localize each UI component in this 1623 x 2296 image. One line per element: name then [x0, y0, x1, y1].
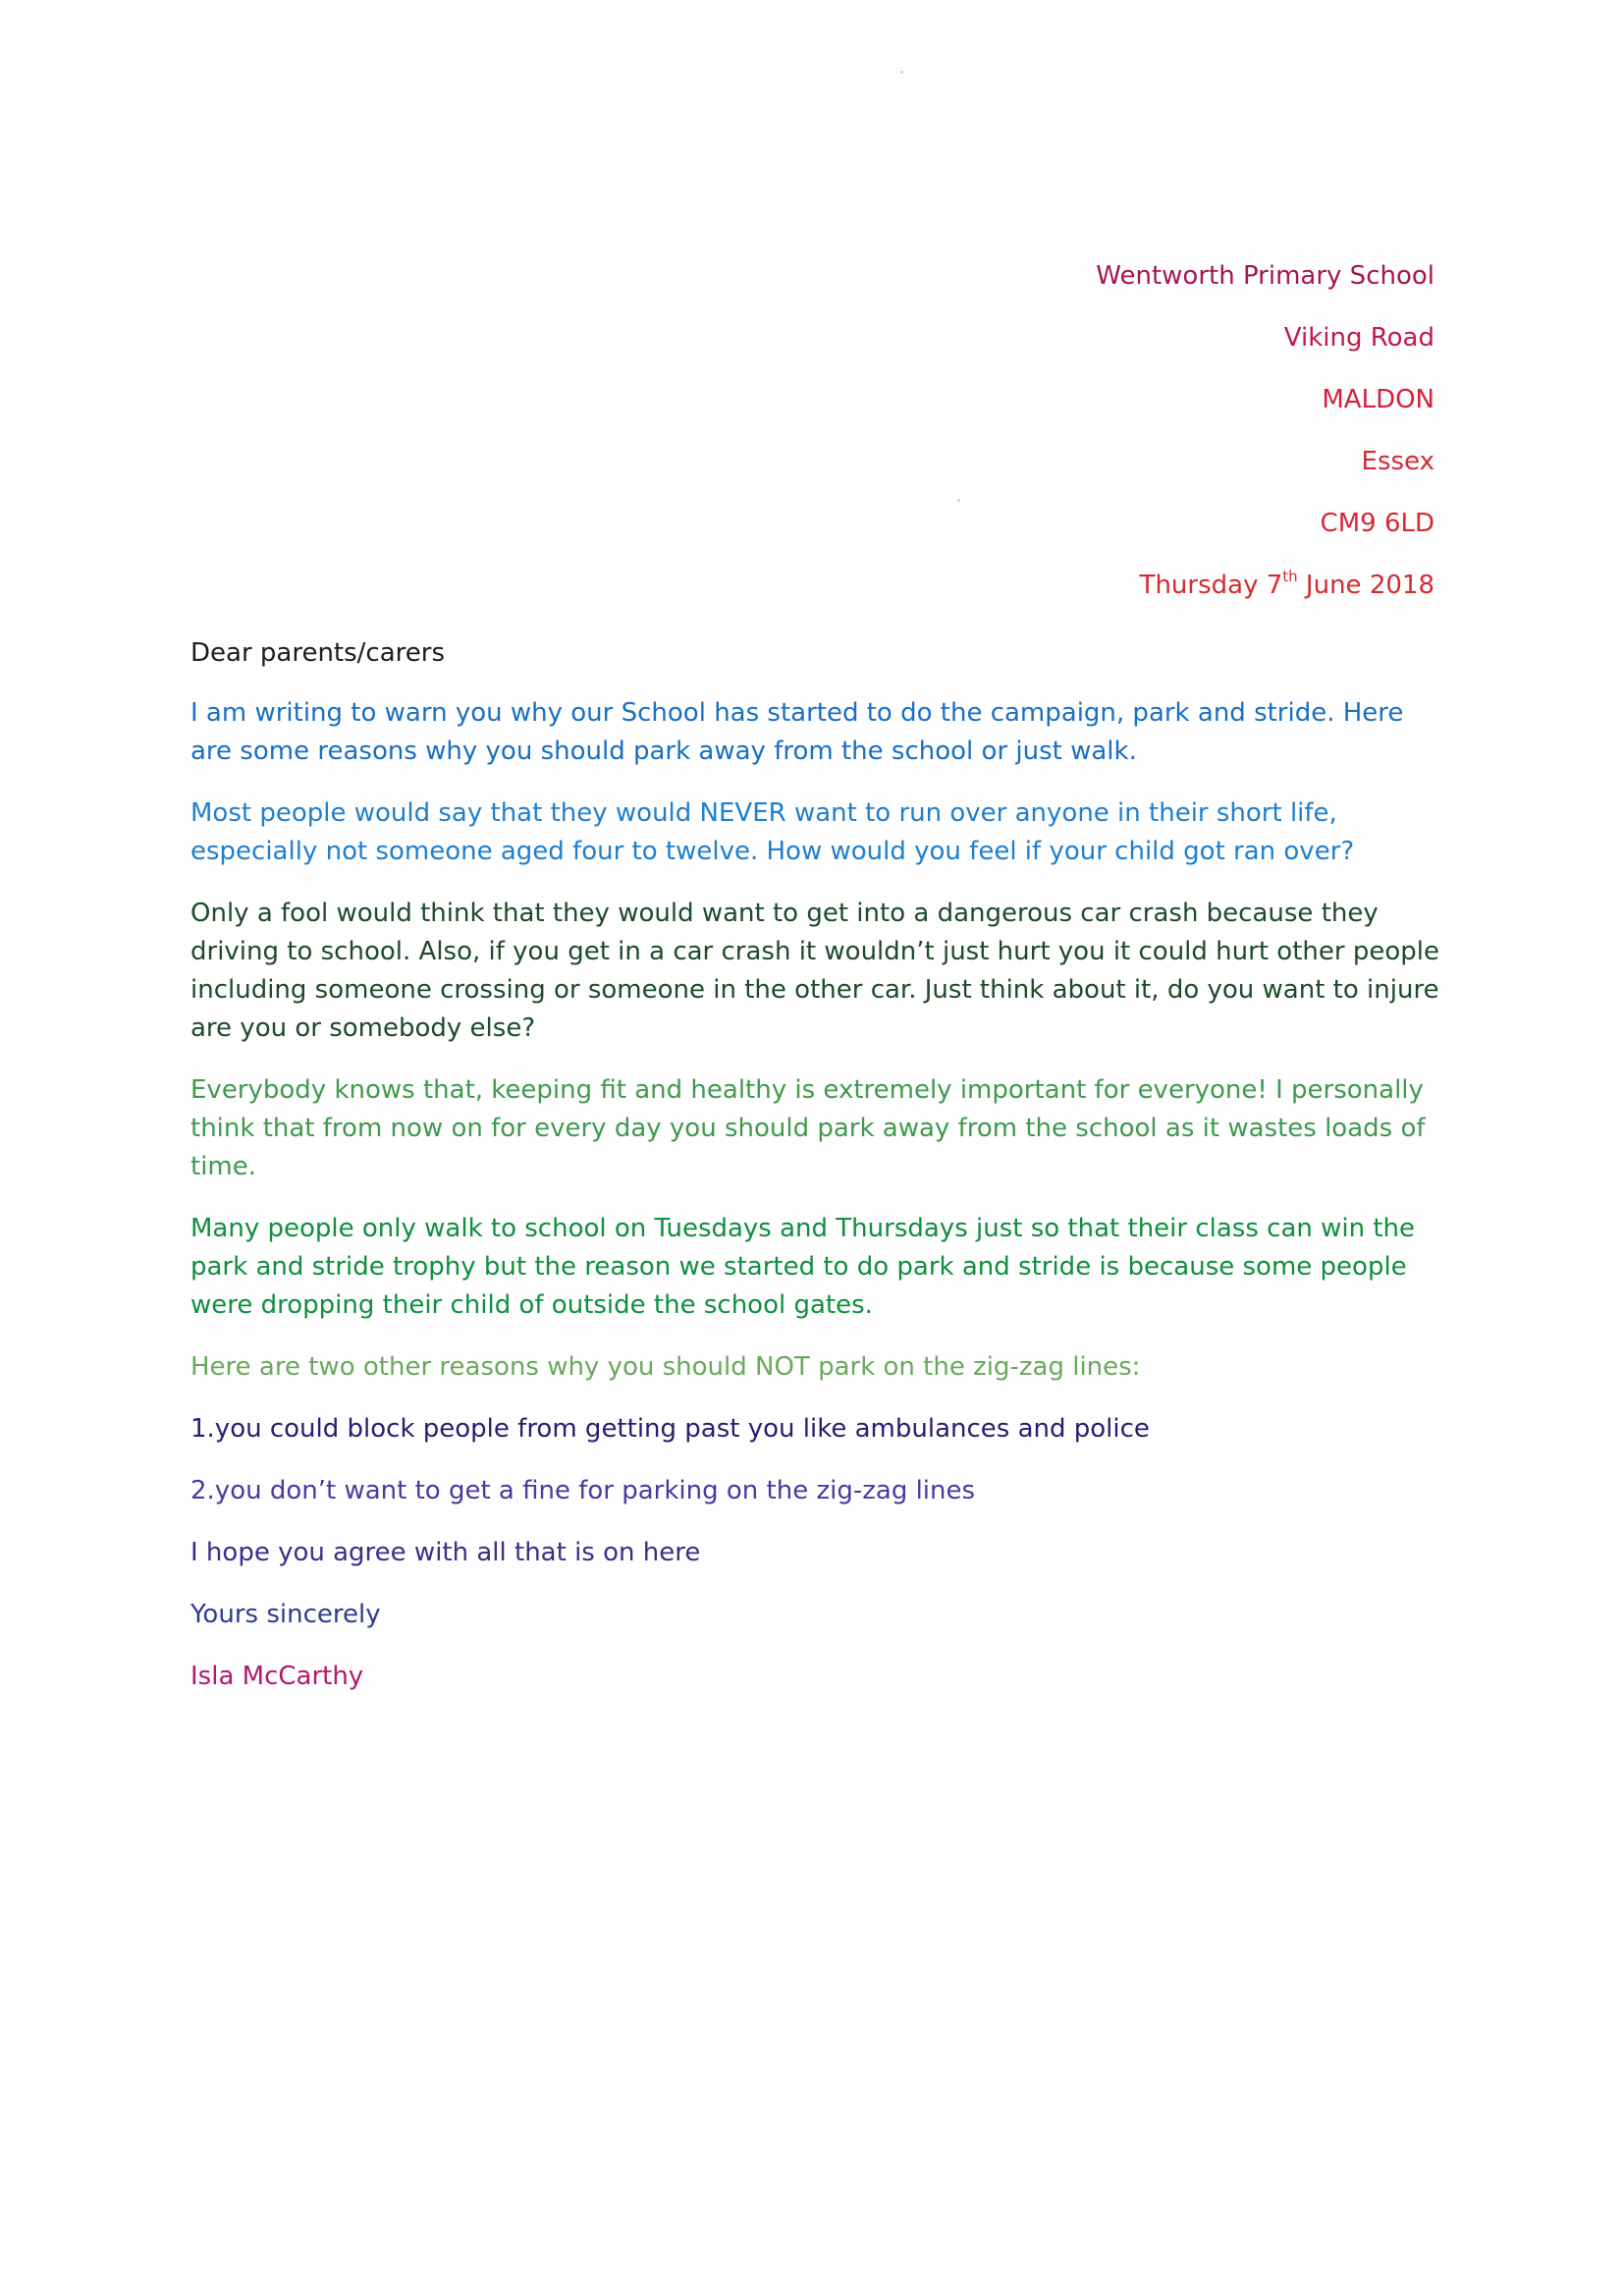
reasons-intro: Here are two other reasons why you should NOT park on the zig-zag lines:	[190, 1352, 1141, 1382]
letter-date	[1096, 568, 1434, 600]
reason-1: 1.you could block people from getting past you like ambulances and police	[190, 1414, 1150, 1444]
scan-speck	[900, 71, 903, 74]
closing-hope: I hope you agree with all that is on here	[190, 1538, 701, 1567]
paragraph-4: Everybody knows that, keeping fit and healthy is extremely important for everyone! I personally think that from now on for every day you should park away from the school as it wastes loads of time.	[190, 1075, 1426, 1181]
paragraph-2: Most people would say that they would NEVER want to run over anyone in their short life, especially not someone aged four to twelve. How would you feel if your child got ran over?	[190, 798, 1355, 866]
letter-body	[190, 634, 1447, 1720]
address-postcode: CM9 6LD	[1320, 509, 1434, 538]
address-town: MALDON	[1322, 385, 1434, 414]
date-rest: June 2018	[1297, 571, 1434, 600]
date-ordinal: th	[1282, 568, 1298, 586]
paragraph-3: Only a fool would think that they would want to get into a dangerous car crash because they driving to school. Also, if you get in a car crash it wouldn’t just hurt you it could hurt other people including someone crossing or someone in the other car. Just think about it, do you want to injure are you or somebody else?	[190, 899, 1439, 1043]
signature: Isla McCarthy	[190, 1662, 364, 1691]
address-county: Essex	[1361, 447, 1434, 476]
sign-off: Yours sincerely	[190, 1600, 381, 1629]
salutation: Dear parents/carers	[190, 638, 446, 668]
sender-address	[1096, 261, 1434, 600]
paragraph-5: Many people only walk to school on Tuesdays and Thursdays just so that their class can win the park and stride trophy but the reason we started to do park and stride is because some people were dropping their child of outside the school gates.	[190, 1214, 1416, 1320]
reason-2: 2.you don’t want to get a fine for parking on the zig-zag lines	[190, 1476, 976, 1505]
scan-speck	[957, 499, 960, 502]
paragraph-1: I am writing to warn you why our School has started to do the campaign, park and stride. Here are some reasons why you should park away from the school or just walk.	[190, 698, 1404, 766]
address-road: Viking Road	[1283, 323, 1434, 353]
address-school: Wentworth Primary School	[1096, 261, 1434, 291]
date-day: Thursday 7	[1139, 571, 1283, 600]
